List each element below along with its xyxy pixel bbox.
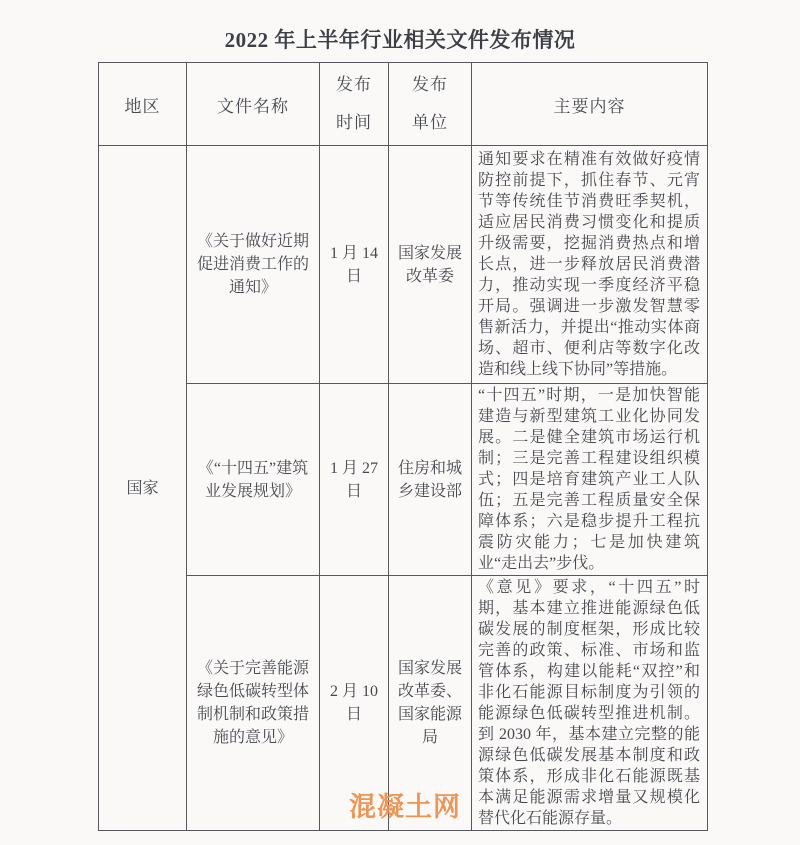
header-pub-unit-line1: 发布 [412,75,448,94]
main-content-cell: “十四五”时期，一是加快智能建造与新型建筑工业化协同发展。二是健全建筑市场运行机制；三是完善工程建设组织模式；四是培育建筑产业工人队伍；五是完善工程质量安全保障体系；六是稳步提升工程抗震防灾能力；七是加快建筑业“走出去”步伐。 [472,384,708,576]
header-doc-name: 文件名称 [187,63,320,146]
pub-time-cell: 1 月 27 日 [320,384,389,576]
region-cell: 国家 [99,146,187,831]
watermark: 混凝土网 [349,792,461,822]
table-row [99,146,708,384]
header-region: 地区 [99,63,187,146]
table-header-row [99,63,708,146]
pub-unit-cell: 国家发展改革委 [389,146,472,384]
doc-name-cell: 《关于做好近期促进消费工作的通知》 [187,146,320,384]
doc-name-cell: 《关于完善能源绿色低碳转型体制机制和政策措施的意见》 [187,576,320,831]
documents-table [98,62,708,831]
header-pub-unit [389,63,472,146]
pub-time-cell: 2 月 10 日 [320,576,389,831]
header-pub-time-line1: 发布 [336,75,372,94]
pub-unit-cell: 住房和城乡建设部 [389,384,472,576]
table-row [99,384,708,576]
header-main-content: 主要内容 [472,63,708,146]
doc-name-cell: 《“十四五”建筑业发展规划》 [187,384,320,576]
pub-time-cell: 1 月 14 日 [320,146,389,384]
document-title: 2022 年上半年行业相关文件发布情况 [224,28,576,52]
main-content-cell: 《意见》要求，“十四五”时期，基本建立推进能源绿色低碳发展的制度框架，形成比较完善的政策、标准、市场和监管体系，构建以能耗“双控”和非化石能源目标制度为引领的能源绿色低碳转型推进机制。到 2030 年，基本建立完整的能源绿色低碳发展基本制度和政策体系，形成非化石能源既基本满足能源需求增量又规模化替代化石能源存量。 [472,576,708,831]
header-pub-time-line2: 时间 [336,113,372,132]
pub-unit-cell: 国家发展改革委、国家能源局 [389,576,472,831]
header-pub-unit-line2: 单位 [412,113,448,132]
header-pub-time [320,63,389,146]
main-content-cell: 通知要求在精准有效做好疫情防控前提下，抓住春节、元宵节等传统佳节消费旺季契机，适应居民消费习惯变化和提质升级需要，挖掘消费热点和增长点，进一步释放居民消费潜力，推动实现一季度经济平稳开局。强调进一步激发智慧零售新活力，并提出“推动实体商场、超市、便利店等数字化改造和线上线下协同”等措施。 [472,146,708,384]
